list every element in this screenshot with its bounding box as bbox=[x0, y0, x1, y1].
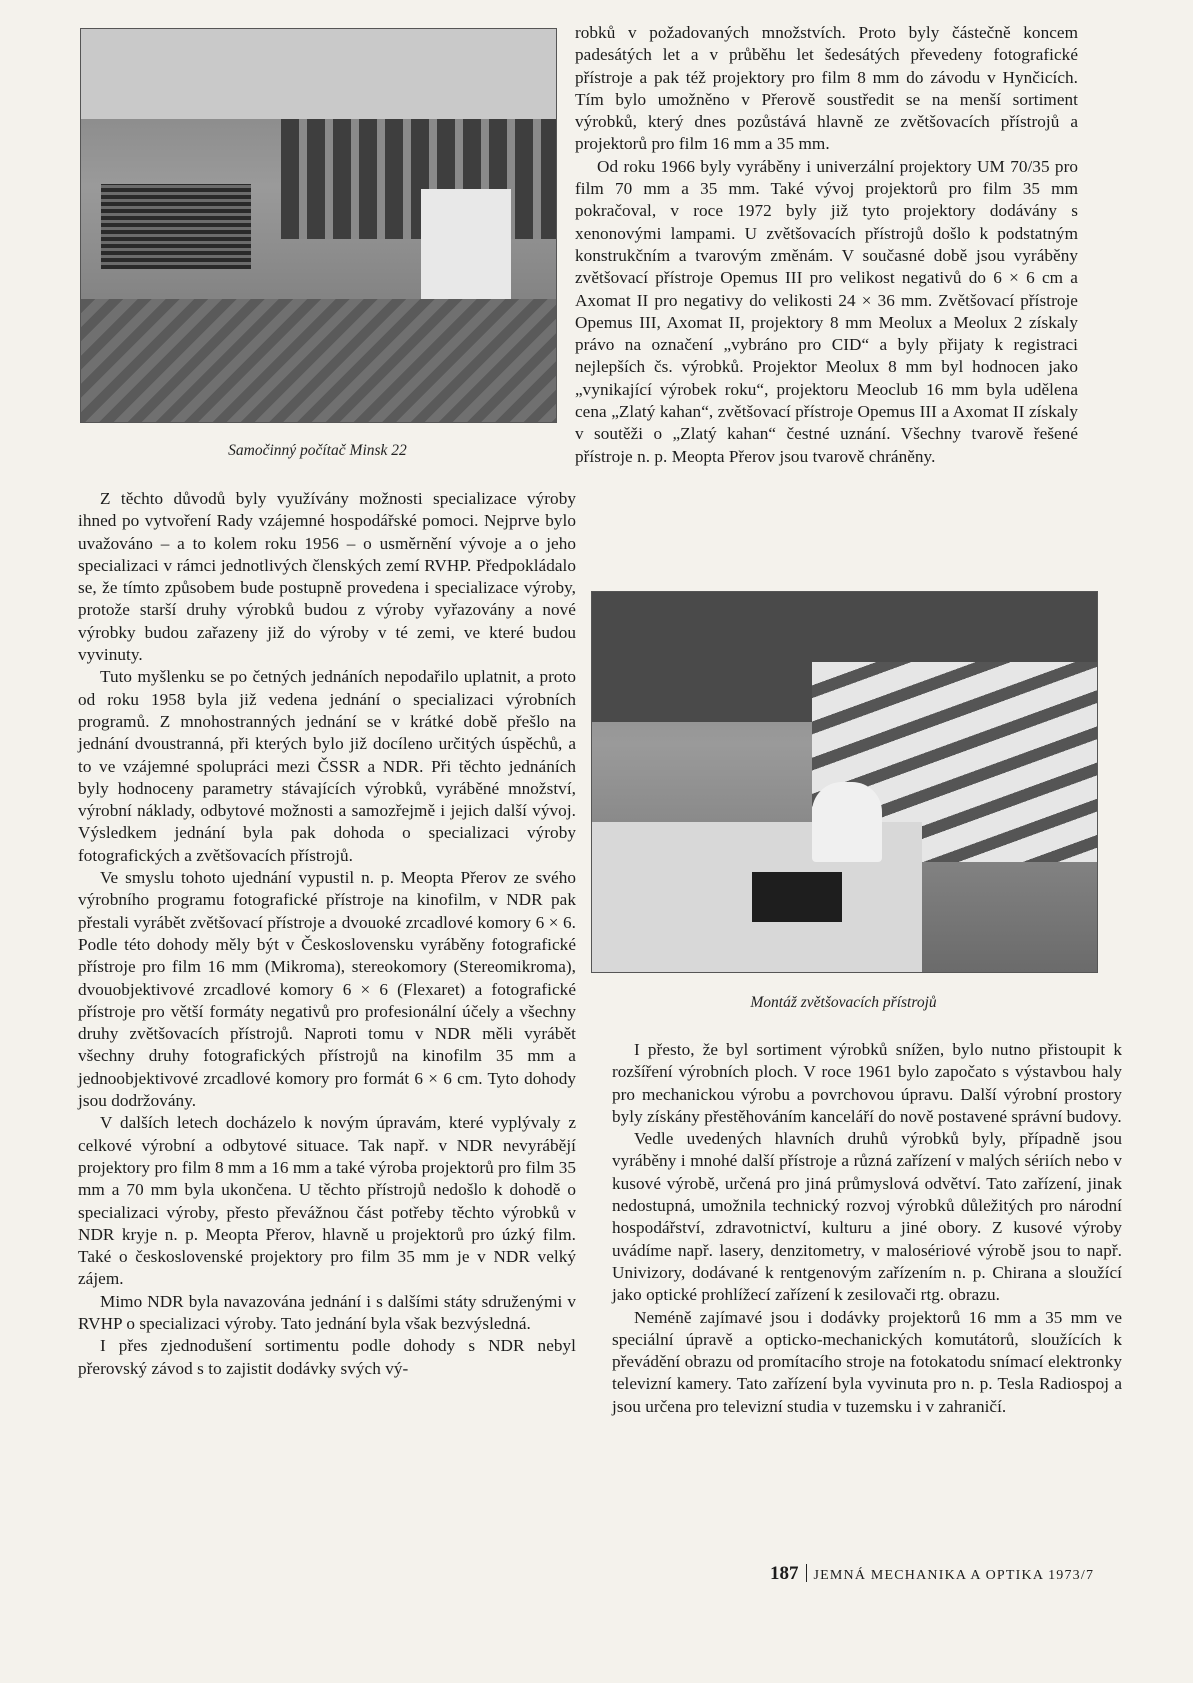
journal-title: JEMNÁ MECHANIKA A OPTIKA 1973/7 bbox=[813, 1568, 1095, 1583]
right-column-top bbox=[575, 22, 1078, 468]
right-column-bottom bbox=[612, 1039, 1122, 1418]
paragraph: robků v požadovaných množstvích. Proto byly částečně koncem padesátých let a v průběhu let šedesátých převedeny fotografické přístroje a pak též projektory pro film 8 mm do závodu v Hynčicích. Tím bylo umožněno v Přerově soustředit se na menší sortiment výrobků, který dnes pozůstává hlavně ze zvětšovacích přístrojů a projektorů pro film 16 mm a 35 mm. bbox=[575, 23, 1078, 154]
paragraph: V dalších letech docházelo k novým úpravám, které vyplývaly z celkové výrobní a odbytové situace. Tak např. v NDR nevyrábějí projektory pro film 8 mm a 16 mm a také výroba projektorů pro film 35 mm a 70 mm byla ukončena. U těchto přístrojů nedošlo k dohodě o specializaci výroby, přesto převážnou část potřeby těchto výrobků v NDR kryje n. p. Meopta Přerov, hlavně u projektorů pro úzký film. Také o československé projektory pro film 35 mm je v NDR velký zájem. bbox=[78, 1113, 576, 1289]
paragraph: Neméně zajímavé jsou i dodávky projektorů 16 mm a 35 mm ve speciální úpravě a opticko-mechanických komutátorů, sloužících k převádění obrazu od promítacího stroje na fotokatodu snímací elektronky televizní kamery. Tato zařízení byla vyvinuta pro n. p. Tesla Radiospoj a jsou určena pro televizní studia v tuzemsku i v zahraničí. bbox=[612, 1307, 1122, 1416]
paragraph: Tuto myšlenku se po četných jednáních nepodařilo uplatnit, a proto od roku 1958 byla již vedena jednání o specializaci výrobních programů. Z mnohostranných jednání se v krátké době přešlo na jednání dvoustranná, při kterých bylo již docíleno určitých úspěchů, a to ve vzájemné spolupráci mezi ČSSR a NDR. Při těchto jednáních byly hodnoceny parametry stávajících výrobků, vyráběné množství, výrobní náklady, odbytové možnosti a samozřejmě i jejich další vývoj. Výsledkem jednání byla pak dohoda o specializaci výroby fotografických a zvětšovacích přístrojů. bbox=[78, 667, 576, 865]
left-column bbox=[78, 488, 576, 1380]
paragraph: Z těchto důvodů byly využívány možnosti specializace výroby ihned po vytvoření Rady vzájemné hospodářské pomoci. Nejprve bylo uvažováno – a to kolem roku 1956 – o usměrnění vývoje a o jeho specializaci v rámci jednotlivých členských zemí RVHP. Předpokládalo se, že tímto způsobem bude postupně provedena i specializace výroby, protože starší druhy výrobků budou z výroby vyřazovány a nové výrobky budou zařazeny již do výroby v té zemi, ve které budou vyvinuty. bbox=[78, 489, 576, 665]
photo-enlarger-assembly bbox=[591, 591, 1098, 973]
page-footer bbox=[770, 1563, 1094, 1585]
paragraph: Od roku 1966 byly vyráběny i univerzální projektory UM 70/35 pro film 70 mm a 35 mm. Také vývoj projektorů pro film 35 mm pokračoval, v roce 1972 byly již tyto projektory dodávány s xenonovými lampami. U zvětšovacích přístrojů došlo k podstatným konstrukčním a tvarovým změnám. V současné době jsou vyráběny zvětšovací přístroje Opemus III pro velikost negativů do 6 × 6 cm a Axomat II pro negativy do velikosti 24 × 36 mm. Zvětšovací přístroje Opemus III, Axomat II, projektory 8 mm Meolux a Meolux 2 získaly právo na označení „vybráno pro CID“ a byly přijaty k registraci nejlepších čs. výrobků. Projektor Meolux 8 mm byl hodnocen jako „vynikající výrobek roku“, projektoru Meoclub 16 mm byla udělena cena „Zlatý kahan“, zvětšovací přístroje Opemus III a Axomat II získaly v soutěži o „Zlatý kahan“ čestné uznání. Všechny tvarově řešené přístroje n. p. Meopta Přerov jsou tvarově chráněny. bbox=[575, 156, 1078, 466]
paragraph: I přes zjednodušení sortimentu podle dohody s NDR nebyl přerovský závod s to zajistit dodávky svých vý- bbox=[78, 1336, 576, 1378]
footer-divider bbox=[806, 1564, 807, 1582]
paragraph: Mimo NDR byla navazována jednání i s dalšími státy sdruženými v RVHP o specializaci výroby. Tato jednání byla však bezvýsledná. bbox=[78, 1291, 576, 1333]
figure-caption: Montáž zvětšovacích přístrojů bbox=[750, 994, 937, 1011]
paragraph: I přesto, že byl sortiment výrobků snížen, bylo nutno přistoupit k rozšíření výrobních ploch. V roce 1961 bylo započato s výstavbou haly pro mechanickou výrobu a povrchovou úpravu. Další výrobní prostory byly získány přestěhováním kanceláří do nově postavené správní budovy. bbox=[612, 1040, 1122, 1126]
page-number: 187 bbox=[770, 1563, 799, 1584]
paragraph: Ve smyslu tohoto ujednání vypustil n. p. Meopta Přerov ze svého výrobního programu fotografické přístroje na kinofilm, v NDR pak přestali vyrábět zvětšovací přístroje a dvouoké zrcadlové komory 6 × 6. Podle této dohody měly být v Československu vyráběny fotografické přístroje pro film 16 mm (Mikroma), stereokomory (Stereomikroma), dvouobjektivové zrcadlové komory 6 × 6 (Flexaret) a fotografické přístroje pro větší formáty negativů pro profesionální účely a všechny druhy zvětšovacích přístrojů. Naproti tomu v NDR měli vyrábět všechny druhy fotografických přístrojů na kinofilm 35 mm a jednoobjektivové zrcadlové komory pro formát 6 × 6 cm. Tyto dohody jsou dodržovány. bbox=[78, 868, 576, 1111]
paragraph: Vedle uvedených hlavních druhů výrobků byly, případně jsou vyráběny i mnohé další přístroje a různá zařízení v malých sériích nebo v kusové výrobě, určená pro jiná průmyslová odvětví. Tato zařízení, jinak nedostupná, umožnila technický rozvoj výrobků důležitých pro národní hospodářství, zdravotnictví, kulturu a jiné obory. Z kusové výroby uvádíme např. lasery, denzitometry, v malosériové výrobě jsou to např. Univizory, dodávané k rentgenovým zařízením n. p. Chirana a sloužící jako optické prohlížecí zařízení k zesilovači rtg. obrazu. bbox=[612, 1129, 1122, 1305]
figure-caption: Samočinný počítač Minsk 22 bbox=[228, 442, 407, 459]
photo-minsk-22-computer bbox=[80, 28, 557, 423]
